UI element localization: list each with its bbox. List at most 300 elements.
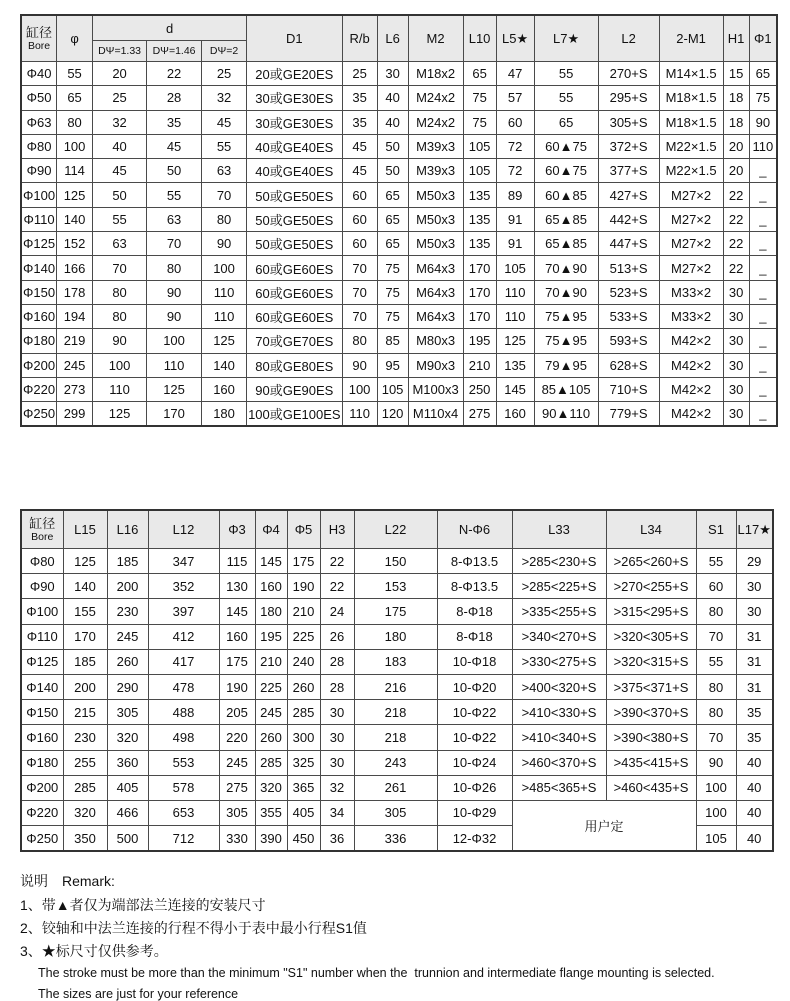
bore-cell: Φ250 xyxy=(21,402,57,427)
data-cell: 55 xyxy=(696,549,736,574)
data-cell: 80或GE80ES xyxy=(247,353,343,377)
data-cell: 372+S xyxy=(598,134,659,158)
remark-line-3: 3、★标尺寸仅供参考。 xyxy=(20,943,168,959)
data-cell: 498 xyxy=(148,725,219,750)
data-cell: 105 xyxy=(463,159,496,183)
table-row xyxy=(21,134,777,158)
data-cell: 145 xyxy=(496,377,534,401)
data-cell: 243 xyxy=(354,750,437,775)
data-cell: 219 xyxy=(57,329,93,353)
data-cell: M27×2 xyxy=(659,232,723,256)
data-cell: 190 xyxy=(219,674,255,699)
data-cell: 40 xyxy=(736,826,773,852)
data-cell: 63 xyxy=(93,232,147,256)
data-cell: _ xyxy=(749,232,777,256)
data-cell: 300 xyxy=(287,725,320,750)
col-header-phi1: Φ1 xyxy=(749,15,777,62)
data-cell: 166 xyxy=(57,256,93,280)
data-cell: 175 xyxy=(219,649,255,674)
data-cell: 20或GE20ES xyxy=(247,62,343,86)
data-cell: 80 xyxy=(696,674,736,699)
data-cell: 70 xyxy=(93,256,147,280)
data-cell: 95 xyxy=(377,353,408,377)
data-cell: 30 xyxy=(320,750,354,775)
data-cell: 28 xyxy=(320,674,354,699)
data-cell: M18×1.5 xyxy=(659,110,723,134)
data-cell: 447+S xyxy=(598,232,659,256)
data-cell: 160 xyxy=(219,624,255,649)
data-cell: 145 xyxy=(219,599,255,624)
data-cell: 10-Φ29 xyxy=(437,800,512,825)
data-cell: 412 xyxy=(148,624,219,649)
data-cell: 320 xyxy=(255,775,287,800)
data-cell: 30或GE30ES xyxy=(247,110,343,134)
data-cell: 110 xyxy=(496,280,534,304)
table-row xyxy=(21,256,777,280)
data-cell: 12-Φ32 xyxy=(437,826,512,852)
data-cell: 65 xyxy=(57,86,93,110)
table-row xyxy=(21,649,773,674)
data-cell: >285<230+S xyxy=(512,549,606,574)
data-cell: M42×2 xyxy=(659,329,723,353)
data-cell: 20 xyxy=(723,134,749,158)
table-row xyxy=(21,725,773,750)
data-cell: M39x3 xyxy=(408,134,463,158)
data-cell: 35 xyxy=(736,700,773,725)
data-cell: 36 xyxy=(320,826,354,852)
bore-cell: Φ110 xyxy=(21,207,57,231)
data-cell: 10-Φ20 xyxy=(437,674,512,699)
data-cell: 18 xyxy=(723,110,749,134)
data-cell: _ xyxy=(749,377,777,401)
data-cell: 40 xyxy=(736,750,773,775)
data-cell: 70 xyxy=(342,280,377,304)
data-cell: 8-Φ18 xyxy=(437,624,512,649)
data-cell: 245 xyxy=(57,353,93,377)
data-cell: 533+S xyxy=(598,304,659,328)
table-row xyxy=(21,574,773,599)
data-cell: >285<225+S xyxy=(512,574,606,599)
data-cell: 30 xyxy=(723,280,749,304)
bore-label-cn: 缸径 xyxy=(29,516,56,531)
data-cell: 63 xyxy=(202,159,247,183)
col-header-l12: L12 xyxy=(148,510,219,549)
data-cell: 30或GE30ES xyxy=(247,86,343,110)
data-cell: 135 xyxy=(463,232,496,256)
bore-label-en: Bore xyxy=(31,531,54,543)
remarks-title: 说明 Remark: xyxy=(20,873,115,889)
table-row xyxy=(21,304,777,328)
data-cell: 305+S xyxy=(598,110,659,134)
bore-cell: Φ63 xyxy=(21,110,57,134)
data-cell: 45 xyxy=(342,134,377,158)
data-cell: 70 xyxy=(202,183,247,207)
col-header-l22: L22 xyxy=(354,510,437,549)
data-cell: 70 xyxy=(342,256,377,280)
remarks xyxy=(20,870,760,1001)
data-cell: 40 xyxy=(377,86,408,110)
data-cell: 65 xyxy=(749,62,777,86)
data-cell: 55 xyxy=(147,183,202,207)
data-cell: 365 xyxy=(287,775,320,800)
data-cell: 75 xyxy=(463,86,496,110)
data-cell: 285 xyxy=(63,775,107,800)
data-cell: 75 xyxy=(377,256,408,280)
data-cell: M50x3 xyxy=(408,183,463,207)
col-header-2m1: 2-M1 xyxy=(659,15,723,62)
data-cell: >410<340+S xyxy=(512,725,606,750)
data-cell: 35 xyxy=(147,110,202,134)
data-cell: 140 xyxy=(57,207,93,231)
data-cell: 45 xyxy=(93,159,147,183)
data-cell: 125 xyxy=(496,329,534,353)
bore-cell: Φ110 xyxy=(21,624,63,649)
table-row xyxy=(21,62,777,86)
table-row xyxy=(21,207,777,231)
table-row xyxy=(21,159,777,183)
data-cell: 30 xyxy=(723,377,749,401)
data-cell: 105 xyxy=(496,256,534,280)
data-cell: 295+S xyxy=(598,86,659,110)
col-header-d-group: d xyxy=(93,15,247,41)
data-cell: 185 xyxy=(107,549,148,574)
data-cell: 80 xyxy=(57,110,93,134)
data-cell: 45 xyxy=(202,110,247,134)
data-cell: 442+S xyxy=(598,207,659,231)
data-cell: 105 xyxy=(377,377,408,401)
data-cell: 250 xyxy=(463,377,496,401)
data-cell: 417 xyxy=(148,649,219,674)
col-header-bore xyxy=(21,15,57,62)
data-cell: 47 xyxy=(496,62,534,86)
data-cell: 57 xyxy=(496,86,534,110)
data-cell: 89 xyxy=(496,183,534,207)
data-cell: 10-Φ22 xyxy=(437,700,512,725)
data-cell: 50 xyxy=(93,183,147,207)
col-header-phi5: Φ5 xyxy=(287,510,320,549)
data-cell: 210 xyxy=(255,649,287,674)
data-cell: 8-Φ18 xyxy=(437,599,512,624)
data-cell: 125 xyxy=(202,329,247,353)
data-cell: 478 xyxy=(148,674,219,699)
bore-cell: Φ90 xyxy=(21,574,63,599)
data-cell: 653 xyxy=(148,800,219,825)
data-cell: 170 xyxy=(463,304,496,328)
data-cell: >390<370+S xyxy=(606,700,696,725)
data-cell: 170 xyxy=(463,256,496,280)
data-cell: 70 xyxy=(696,624,736,649)
data-cell: 91 xyxy=(496,232,534,256)
data-cell: 72 xyxy=(496,134,534,158)
data-cell: 65▲85 xyxy=(534,232,598,256)
data-cell: 31 xyxy=(736,674,773,699)
data-cell: 260 xyxy=(107,649,148,674)
data-cell: 135 xyxy=(463,207,496,231)
data-cell: 160 xyxy=(496,402,534,427)
data-cell: 55 xyxy=(696,649,736,674)
data-cell: 160 xyxy=(202,377,247,401)
data-cell: 60 xyxy=(496,110,534,134)
data-cell: _ xyxy=(749,207,777,231)
data-cell: 325 xyxy=(287,750,320,775)
bore-cell: Φ140 xyxy=(21,256,57,280)
data-cell: 60▲75 xyxy=(534,134,598,158)
data-cell: 135 xyxy=(463,183,496,207)
col-header-phi4: Φ4 xyxy=(255,510,287,549)
data-cell: 85 xyxy=(377,329,408,353)
data-cell: 230 xyxy=(107,599,148,624)
remark-line-2: 2、铰轴和中法兰连接的行程不得小于表中最小行程S1值 xyxy=(20,920,367,936)
col-header-l34: L34 xyxy=(606,510,696,549)
data-cell: M39x3 xyxy=(408,159,463,183)
bore-cell: Φ125 xyxy=(21,649,63,674)
table-row xyxy=(21,599,773,624)
data-cell: >460<370+S xyxy=(512,750,606,775)
data-cell: >270<255+S xyxy=(606,574,696,599)
bore-cell: Φ220 xyxy=(21,800,63,825)
data-cell: 22 xyxy=(723,183,749,207)
data-cell: 30 xyxy=(320,725,354,750)
table-row xyxy=(21,402,777,427)
data-cell: 245 xyxy=(255,700,287,725)
data-cell: 65 xyxy=(534,110,598,134)
data-cell: 195 xyxy=(255,624,287,649)
data-cell: 427+S xyxy=(598,183,659,207)
data-cell: 34 xyxy=(320,800,354,825)
data-cell: 50 xyxy=(147,159,202,183)
data-cell: M18×1.5 xyxy=(659,86,723,110)
data-cell: 205 xyxy=(219,700,255,725)
table-row xyxy=(21,110,777,134)
remark-line-en-1: The stroke must be more than the minimum "S1" number when the trunnion and intermediate flange mounting is selected. xyxy=(38,966,715,980)
data-cell: 110 xyxy=(147,353,202,377)
data-cell: M18x2 xyxy=(408,62,463,86)
data-cell: 40或GE40ES xyxy=(247,159,343,183)
data-cell: >340<270+S xyxy=(512,624,606,649)
data-cell: _ xyxy=(749,280,777,304)
data-cell: 10-Φ26 xyxy=(437,775,512,800)
data-cell: 91 xyxy=(496,207,534,231)
data-cell: 30 xyxy=(320,700,354,725)
bore-cell: Φ140 xyxy=(21,674,63,699)
data-cell: 22 xyxy=(723,232,749,256)
data-cell: 183 xyxy=(354,649,437,674)
bore-cell: Φ200 xyxy=(21,353,57,377)
data-cell: 60 xyxy=(342,183,377,207)
data-cell: 30 xyxy=(736,574,773,599)
data-cell: >315<295+S xyxy=(606,599,696,624)
data-cell: 130 xyxy=(219,574,255,599)
data-cell: 90 xyxy=(202,232,247,256)
merged-cell-user-defined: 用户定 xyxy=(512,800,696,851)
data-cell: 299 xyxy=(57,402,93,427)
data-cell: 270+S xyxy=(598,62,659,86)
data-cell: 120 xyxy=(377,402,408,427)
col-header-l6: L6 xyxy=(377,15,408,62)
table-row xyxy=(21,750,773,775)
data-cell: 35 xyxy=(342,86,377,110)
data-cell: 488 xyxy=(148,700,219,725)
data-cell: 195 xyxy=(463,329,496,353)
data-cell: 290 xyxy=(107,674,148,699)
data-cell: M64x3 xyxy=(408,256,463,280)
data-cell: 30 xyxy=(736,599,773,624)
data-cell: 215 xyxy=(63,700,107,725)
data-cell: 35 xyxy=(342,110,377,134)
data-cell: 216 xyxy=(354,674,437,699)
data-cell: 175 xyxy=(287,549,320,574)
data-cell: 85▲105 xyxy=(534,377,598,401)
data-cell: 75 xyxy=(463,110,496,134)
bore-cell: Φ200 xyxy=(21,775,63,800)
col-header-d-2: DΨ=2 xyxy=(202,41,247,62)
bore-cell: Φ80 xyxy=(21,549,63,574)
data-cell: _ xyxy=(749,402,777,427)
data-cell: >320<315+S xyxy=(606,649,696,674)
data-cell: 320 xyxy=(63,800,107,825)
data-cell: 100或GE100ES xyxy=(247,402,343,427)
data-cell: 80 xyxy=(696,700,736,725)
data-cell: 65 xyxy=(377,207,408,231)
bore-cell: Φ100 xyxy=(21,183,57,207)
bore-cell: Φ100 xyxy=(21,599,63,624)
table-row xyxy=(21,377,777,401)
data-cell: _ xyxy=(749,329,777,353)
data-cell: 75 xyxy=(377,280,408,304)
data-cell: 25 xyxy=(202,62,247,86)
data-cell: 35 xyxy=(736,725,773,750)
remark-line-1: 1、带▲者仅为端部法兰连接的安装尺寸 xyxy=(20,897,266,913)
data-cell: 450 xyxy=(287,826,320,852)
data-cell: 347 xyxy=(148,549,219,574)
data-cell: 175 xyxy=(354,599,437,624)
remark-line-en-2: The sizes are just for your reference xyxy=(38,987,239,1001)
data-cell: 194 xyxy=(57,304,93,328)
data-cell: M50x3 xyxy=(408,207,463,231)
data-cell: 40 xyxy=(736,800,773,825)
bore-cell: Φ160 xyxy=(21,725,63,750)
data-cell: 779+S xyxy=(598,402,659,427)
data-cell: 114 xyxy=(57,159,93,183)
table1-body xyxy=(21,62,777,427)
data-cell: 55 xyxy=(534,86,598,110)
data-cell: >410<330+S xyxy=(512,700,606,725)
data-cell: M100x3 xyxy=(408,377,463,401)
data-cell: 72 xyxy=(496,159,534,183)
data-cell: 185 xyxy=(63,649,107,674)
data-cell: M42×2 xyxy=(659,353,723,377)
data-cell: 210 xyxy=(463,353,496,377)
data-cell: 60 xyxy=(342,232,377,256)
data-cell: 355 xyxy=(255,800,287,825)
dimension-table-1 xyxy=(20,14,778,427)
data-cell: 170 xyxy=(63,624,107,649)
data-cell: 80 xyxy=(147,256,202,280)
data-cell: 80 xyxy=(202,207,247,231)
data-cell: 628+S xyxy=(598,353,659,377)
data-cell: 75▲95 xyxy=(534,329,598,353)
data-cell: M42×2 xyxy=(659,377,723,401)
data-cell: 50或GE50ES xyxy=(247,207,343,231)
data-cell: _ xyxy=(749,183,777,207)
data-cell: 65 xyxy=(463,62,496,86)
data-cell: 45 xyxy=(147,134,202,158)
data-cell: >330<275+S xyxy=(512,649,606,674)
data-cell: 125 xyxy=(147,377,202,401)
data-cell: 90 xyxy=(749,110,777,134)
data-cell: 65 xyxy=(377,183,408,207)
data-cell: 32 xyxy=(93,110,147,134)
data-cell: 100 xyxy=(93,353,147,377)
data-cell: 32 xyxy=(202,86,247,110)
data-cell: 110 xyxy=(202,304,247,328)
data-cell: 22 xyxy=(320,574,354,599)
data-cell: 125 xyxy=(57,183,93,207)
data-cell: >265<260+S xyxy=(606,549,696,574)
data-cell: 225 xyxy=(255,674,287,699)
data-cell: 390 xyxy=(255,826,287,852)
data-cell: 45 xyxy=(342,159,377,183)
data-cell: 60▲75 xyxy=(534,159,598,183)
data-cell: 140 xyxy=(63,574,107,599)
bore-label-cn: 缸径 xyxy=(26,25,53,40)
data-cell: 30 xyxy=(723,402,749,427)
data-cell: M22×1.5 xyxy=(659,134,723,158)
data-cell: 70 xyxy=(147,232,202,256)
bore-label-en: Bore xyxy=(27,40,51,52)
col-header-l33: L33 xyxy=(512,510,606,549)
col-header-l10: L10 xyxy=(463,15,496,62)
data-cell: 275 xyxy=(219,775,255,800)
col-header-phi: φ xyxy=(57,15,93,62)
data-cell: 24 xyxy=(320,599,354,624)
data-cell: 245 xyxy=(107,624,148,649)
data-cell: 245 xyxy=(219,750,255,775)
table2-body xyxy=(21,549,773,852)
data-cell: 80 xyxy=(93,280,147,304)
data-cell: 105 xyxy=(463,134,496,158)
data-cell: 75 xyxy=(749,86,777,110)
data-cell: 305 xyxy=(219,800,255,825)
col-header-s1: S1 xyxy=(696,510,736,549)
data-cell: 55 xyxy=(93,207,147,231)
col-header-l7: L7★ xyxy=(534,15,598,62)
data-cell: 30 xyxy=(377,62,408,86)
data-cell: M33×2 xyxy=(659,304,723,328)
bore-cell: Φ40 xyxy=(21,62,57,86)
data-cell: 360 xyxy=(107,750,148,775)
data-cell: 513+S xyxy=(598,256,659,280)
table-row xyxy=(21,549,773,574)
data-cell: 200 xyxy=(63,674,107,699)
data-cell: 22 xyxy=(320,549,354,574)
data-cell: 55 xyxy=(202,134,247,158)
col-header-h3: H3 xyxy=(320,510,354,549)
table-row xyxy=(21,183,777,207)
data-cell: 80 xyxy=(342,329,377,353)
table-row xyxy=(21,86,777,110)
col-header-l17: L17★ xyxy=(736,510,773,549)
data-cell: 70或GE70ES xyxy=(247,329,343,353)
data-cell: 218 xyxy=(354,725,437,750)
data-cell: 100 xyxy=(57,134,93,158)
bore-cell: Φ125 xyxy=(21,232,57,256)
data-cell: 60 xyxy=(342,207,377,231)
data-cell: M14×1.5 xyxy=(659,62,723,86)
data-cell: 105 xyxy=(696,826,736,852)
table-row xyxy=(21,624,773,649)
data-cell: M27×2 xyxy=(659,256,723,280)
